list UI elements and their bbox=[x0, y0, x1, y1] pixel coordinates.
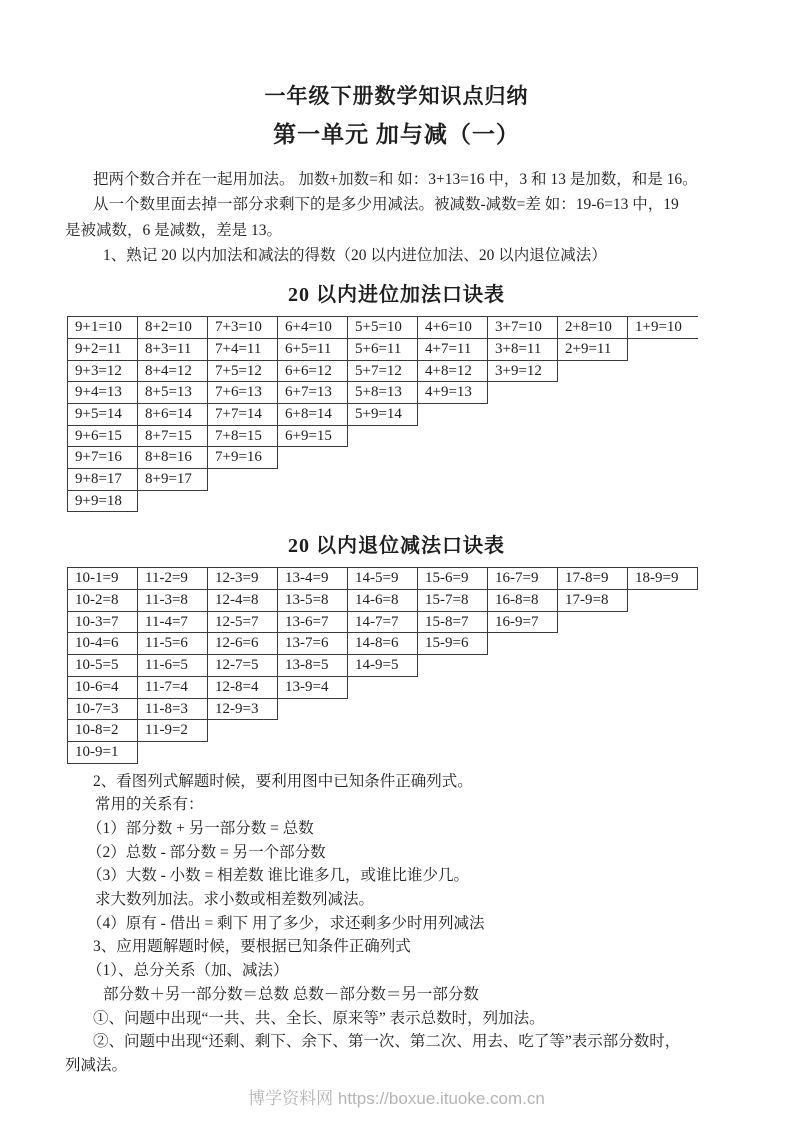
equation-cell: 15-8=7 bbox=[417, 611, 488, 634]
equation-cell: 12-7=5 bbox=[207, 654, 278, 677]
equation-cell: 12-3=9 bbox=[207, 567, 278, 590]
equation-cell: 7+9=16 bbox=[207, 446, 278, 469]
equation-cell: 9+7=16 bbox=[67, 446, 138, 469]
equation-cell: 3+8=11 bbox=[487, 338, 558, 361]
table-row bbox=[67, 676, 728, 699]
text-line: 从一个数里面去掉一部分求剩下的是多少用减法。被减数-减数=差 如：19-6=13 中，19 bbox=[93, 196, 679, 214]
text-line: 2、看图列式解题时候，要利用图中已知条件正确列式。 bbox=[93, 772, 473, 790]
equation-cell: 10-4=6 bbox=[67, 632, 138, 655]
equation-cell: 5+5=10 bbox=[347, 316, 418, 339]
equation-cell: 8+2=10 bbox=[137, 316, 208, 339]
equation-cell: 5+7=12 bbox=[347, 360, 418, 383]
equation-cell: 4+9=13 bbox=[417, 381, 488, 404]
equation-cell: 8+9=17 bbox=[137, 468, 208, 491]
notes-section bbox=[65, 770, 728, 1078]
equation-cell: 10-3=7 bbox=[67, 611, 138, 634]
watermark-footer: 博学资料网 https://boxue.ituoke.com.cn bbox=[248, 1088, 545, 1108]
equation-cell: 6+9=15 bbox=[277, 425, 348, 448]
equation-cell: 17-9=8 bbox=[557, 589, 628, 612]
text-line: 常用的关系有： bbox=[95, 796, 204, 814]
addition-table bbox=[67, 316, 728, 512]
equation-cell: 10-7=3 bbox=[67, 698, 138, 721]
equation-cell: 13-8=5 bbox=[277, 654, 348, 677]
equation-cell: 11-5=6 bbox=[137, 632, 208, 655]
table-row bbox=[67, 567, 728, 590]
equation-cell: 10-9=1 bbox=[67, 741, 138, 764]
equation-cell: 12-5=7 bbox=[207, 611, 278, 634]
equation-cell: 7+5=12 bbox=[207, 360, 278, 383]
equation-cell: 13-4=9 bbox=[277, 567, 348, 590]
text-line: （3）大数 - 小数 = 相差数 谁比谁多几，或谁比谁少几。 bbox=[87, 867, 470, 885]
table-row bbox=[67, 360, 728, 383]
subtraction-table-title: 20 以内退位减法口诀表 bbox=[288, 535, 505, 558]
table-row bbox=[67, 589, 728, 612]
table-row bbox=[67, 425, 728, 448]
equation-cell: 7+4=11 bbox=[207, 338, 278, 361]
unit-heading: 第一单元 加与减（一） bbox=[273, 122, 520, 147]
text-line: 是被减数，6 是减数，差是 13。 bbox=[65, 221, 283, 239]
text-line: （1）部分数 + 另一部分数 = 总数 bbox=[87, 819, 314, 837]
equation-cell: 9+3=12 bbox=[67, 360, 138, 383]
text-line: 1、熟记 20 以内加法和减法的得数（20 以内进位加法、20 以内退位减法） bbox=[103, 246, 607, 264]
table-row bbox=[67, 611, 728, 634]
equation-cell: 10-6=4 bbox=[67, 676, 138, 699]
equation-cell: 17-8=9 bbox=[557, 567, 628, 590]
text-line: （2）总数 - 部分数 = 另一个部分数 bbox=[87, 843, 326, 861]
equation-cell: 4+7=11 bbox=[417, 338, 488, 361]
equation-cell: 16-7=9 bbox=[487, 567, 558, 590]
equation-cell: 9+5=14 bbox=[67, 403, 138, 426]
text-line: 3、应用题解题时候，要根据已知条件正确列式 bbox=[93, 938, 411, 956]
equation-cell: 6+7=13 bbox=[277, 381, 348, 404]
equation-cell: 18-9=9 bbox=[627, 567, 698, 590]
equation-cell: 11-6=5 bbox=[137, 654, 208, 677]
table-row bbox=[67, 316, 728, 339]
text-line: （1）、总分关系（加、减法） bbox=[87, 962, 289, 980]
equation-cell: 5+6=11 bbox=[347, 338, 418, 361]
table-row bbox=[67, 468, 728, 491]
equation-cell: 8+7=15 bbox=[137, 425, 208, 448]
equation-cell: 8+6=14 bbox=[137, 403, 208, 426]
equation-cell: 11-7=4 bbox=[137, 676, 208, 699]
table-row bbox=[67, 632, 728, 655]
equation-cell: 7+3=10 bbox=[207, 316, 278, 339]
equation-cell: 10-5=5 bbox=[67, 654, 138, 677]
table-row bbox=[67, 381, 728, 404]
table-row bbox=[67, 446, 728, 469]
text-line: 列减法。 bbox=[65, 1057, 128, 1074]
equation-cell: 9+1=10 bbox=[67, 316, 138, 339]
equation-cell: 13-6=7 bbox=[277, 611, 348, 634]
equation-cell: 13-7=6 bbox=[277, 632, 348, 655]
equation-cell: 7+7=14 bbox=[207, 403, 278, 426]
equation-cell: 8+4=12 bbox=[137, 360, 208, 383]
table-row bbox=[67, 654, 728, 677]
text-line: ①、问题中出现“一共、共、全长、原来等” 表示总数时，列加法。 bbox=[93, 1009, 545, 1027]
equation-cell: 6+6=12 bbox=[277, 360, 348, 383]
text-line: ②、问题中出现“还剩、剩下、余下、第一次、第二次、用去、吃了等”表示部分数时， bbox=[93, 1033, 681, 1051]
subtraction-table bbox=[67, 567, 728, 763]
equation-cell: 9+2=11 bbox=[67, 338, 138, 361]
text-line: （4）原有 - 借出 = 剩下 用了多少，求还剩多少时用列减法 bbox=[87, 914, 485, 932]
equation-cell: 14-5=9 bbox=[347, 567, 418, 590]
table-row bbox=[67, 698, 728, 721]
equation-cell: 7+8=15 bbox=[207, 425, 278, 448]
intro-paragraphs bbox=[65, 167, 728, 268]
equation-cell: 3+9=12 bbox=[487, 360, 558, 383]
equation-cell: 14-7=7 bbox=[347, 611, 418, 634]
text-line: 部分数＋另一部分数＝总数 总数－部分数＝另一部分数 bbox=[103, 985, 479, 1003]
equation-cell: 8+5=13 bbox=[137, 381, 208, 404]
equation-cell: 11-3=8 bbox=[137, 589, 208, 612]
text-line: 求大数列加法。求小数或相差数列减法。 bbox=[95, 891, 375, 909]
table-row bbox=[67, 719, 728, 742]
equation-cell: 12-6=6 bbox=[207, 632, 278, 655]
equation-cell: 16-8=8 bbox=[487, 589, 558, 612]
page-title: 一年级下册数学知识点归纳 bbox=[264, 84, 529, 108]
equation-cell: 9+6=15 bbox=[67, 425, 138, 448]
equation-cell: 6+5=11 bbox=[277, 338, 348, 361]
equation-cell: 15-7=8 bbox=[417, 589, 488, 612]
equation-cell: 7+6=13 bbox=[207, 381, 278, 404]
equation-cell: 11-2=9 bbox=[137, 567, 208, 590]
equation-cell: 10-8=2 bbox=[67, 719, 138, 742]
equation-cell: 6+4=10 bbox=[277, 316, 348, 339]
equation-cell: 14-9=5 bbox=[347, 654, 418, 677]
equation-cell: 2+8=10 bbox=[557, 316, 628, 339]
equation-cell: 8+3=11 bbox=[137, 338, 208, 361]
equation-cell: 12-4=8 bbox=[207, 589, 278, 612]
equation-cell: 12-8=4 bbox=[207, 676, 278, 699]
equation-cell: 3+7=10 bbox=[487, 316, 558, 339]
equation-cell: 9+9=18 bbox=[67, 490, 138, 513]
equation-cell: 5+8=13 bbox=[347, 381, 418, 404]
equation-cell: 16-9=7 bbox=[487, 611, 558, 634]
addition-table-title: 20 以内进位加法口诀表 bbox=[288, 284, 505, 307]
table-row bbox=[67, 338, 728, 361]
equation-cell: 12-9=3 bbox=[207, 698, 278, 721]
table-row bbox=[67, 490, 728, 513]
equation-cell: 9+4=13 bbox=[67, 381, 138, 404]
equation-cell: 13-5=8 bbox=[277, 589, 348, 612]
equation-cell: 2+9=11 bbox=[557, 338, 628, 361]
equation-cell: 11-9=2 bbox=[137, 719, 208, 742]
equation-cell: 11-4=7 bbox=[137, 611, 208, 634]
table-row bbox=[67, 403, 728, 426]
equation-cell: 5+9=14 bbox=[347, 403, 418, 426]
equation-cell: 4+6=10 bbox=[417, 316, 488, 339]
equation-cell: 14-6=8 bbox=[347, 589, 418, 612]
equation-cell: 11-8=3 bbox=[137, 698, 208, 721]
equation-cell: 8+8=16 bbox=[137, 446, 208, 469]
equation-cell: 14-8=6 bbox=[347, 632, 418, 655]
equation-cell: 9+8=17 bbox=[67, 468, 138, 491]
equation-cell: 10-2=8 bbox=[67, 589, 138, 612]
equation-cell: 15-9=6 bbox=[417, 632, 488, 655]
equation-cell: 4+8=12 bbox=[417, 360, 488, 383]
equation-cell: 15-6=9 bbox=[417, 567, 488, 590]
table-row bbox=[67, 741, 728, 764]
equation-cell: 10-1=9 bbox=[67, 567, 138, 590]
equation-cell: 6+8=14 bbox=[277, 403, 348, 426]
equation-cell: 13-9=4 bbox=[277, 676, 348, 699]
text-line: 把两个数合并在一起用加法。 加数+加数=和 如：3+13=16 中，3 和 13 是加数，和是 16。 bbox=[93, 171, 698, 188]
equation-cell: 1+9=10 bbox=[627, 316, 698, 339]
